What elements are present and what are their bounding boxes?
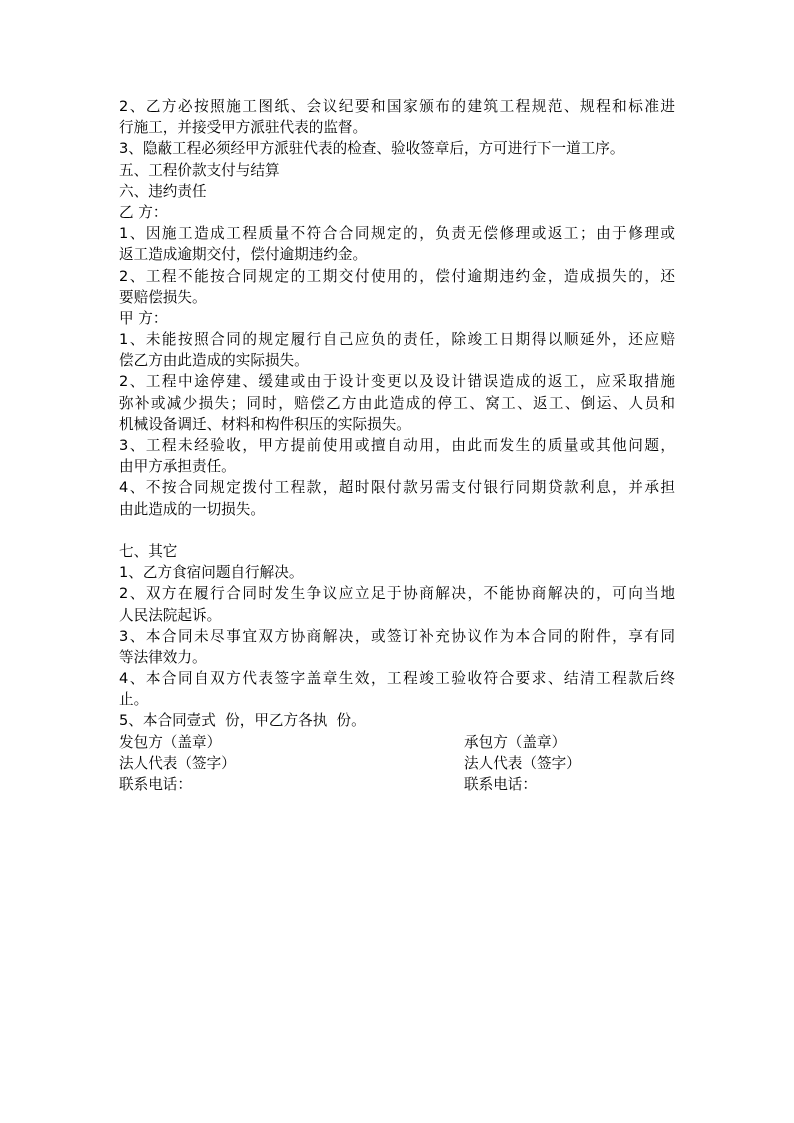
other-item-3-line-1: 3、本合同未尽事宜双方协商解决，或签订补充协议作为本合同的附件，享有同 [119,627,675,645]
contractor-legal-rep-label: 法人代表（签字） [464,754,581,772]
contractor-seal-label: 承包方（盖章） [464,733,567,751]
party-a-item-2-line-3: 机械设备调迁、材料和构件积压的实际损失。 [119,415,411,433]
signature-row-seal [119,732,675,753]
party-a-item-3-line-2: 由甲方承担责任。 [119,458,236,476]
party-b-item-2-line-2: 要赔偿损失。 [119,288,207,306]
contractor-phone-label: 联系电话： [464,776,537,793]
clause-2-line-2: 行施工，并接受甲方派驻代表的监督。 [119,119,368,137]
employer-legal-rep-label: 法人代表（签字） [119,754,236,772]
party-b-heading: 乙 方： [119,203,168,221]
other-item-4-line-2: 止。 [119,691,149,709]
section-7-heading: 七、其它 [119,542,178,560]
clause-2-line-1: 2、乙方必按照施工图纸、会议纪要和国家颁布的建筑工程规范、规程和标准进 [119,98,675,115]
party-a-item-4-line-1: 4、不按合同规定拨付工程款，超时限付款另需支付银行同期贷款利息，并承担 [119,479,675,497]
party-a-item-2-line-2: 弥补或减少损失；同时，赔偿乙方由此造成的停工、窝工、返工、倒运、人员和 [119,394,675,412]
other-item-5: 5、本合同壹式 份，甲乙方各执 份。 [119,712,366,730]
other-item-1: 1、乙方食宿问题自行解决。 [119,564,304,582]
party-a-item-3-line-1: 3、工程未经验收，甲方提前使用或擅自动用，由此而发生的质量或其他问题， [119,437,675,454]
blank-line [119,520,675,541]
party-a-heading: 甲 方： [119,309,168,327]
clause-3: 3、隐蔽工程必须经甲方派驻代表的检查、验收签章后，方可进行下一道工序。 [119,140,625,158]
party-a-item-2-line-1: 2、工程中途停建、缓建或由于设计变更以及设计错误造成的返工，应采取措施 [119,373,675,391]
other-item-2-line-2: 人民法院起诉。 [119,606,222,624]
section-5-heading: 五、工程价款支付与结算 [119,161,280,179]
employer-seal-label: 发包方（盖章） [119,733,222,751]
document-page [119,96,675,795]
party-b-item-2-line-1: 2、工程不能按合同规定的工期交付使用的，偿付逾期违约金，造成损失的，还 [119,267,675,285]
other-item-3-line-2: 等法律效力。 [119,648,207,666]
other-item-4-line-1: 4、本合同自双方代表签字盖章生效，工程竣工验收符合要求、结清工程款后终 [119,670,675,688]
party-a-item-1-line-2: 偿乙方由此造成的实际损失。 [119,352,309,370]
other-item-2-line-1: 2、双方在履行合同时发生争议应立足于协商解决，不能协商解决的，可向当地 [119,585,675,603]
signature-row-phone [119,774,675,795]
party-b-item-1-line-1: 1、因施工造成工程质量不符合合同规定的，负责无偿修理或返工；由于修理或 [119,225,675,243]
party-a-item-4-line-2: 由此造成的一切损失。 [119,500,265,518]
party-b-item-1-line-2: 返工造成逾期交付，偿付逾期违约金。 [119,246,368,264]
section-6-heading: 六、违约责任 [119,182,207,200]
employer-phone-label: 联系电话： [119,776,192,793]
party-a-item-1-line-1: 1、未能按照合同的规定履行自己应负的责任，除竣工日期得以顺延外，还应赔 [119,331,675,349]
signature-row-legal-rep [119,753,675,774]
